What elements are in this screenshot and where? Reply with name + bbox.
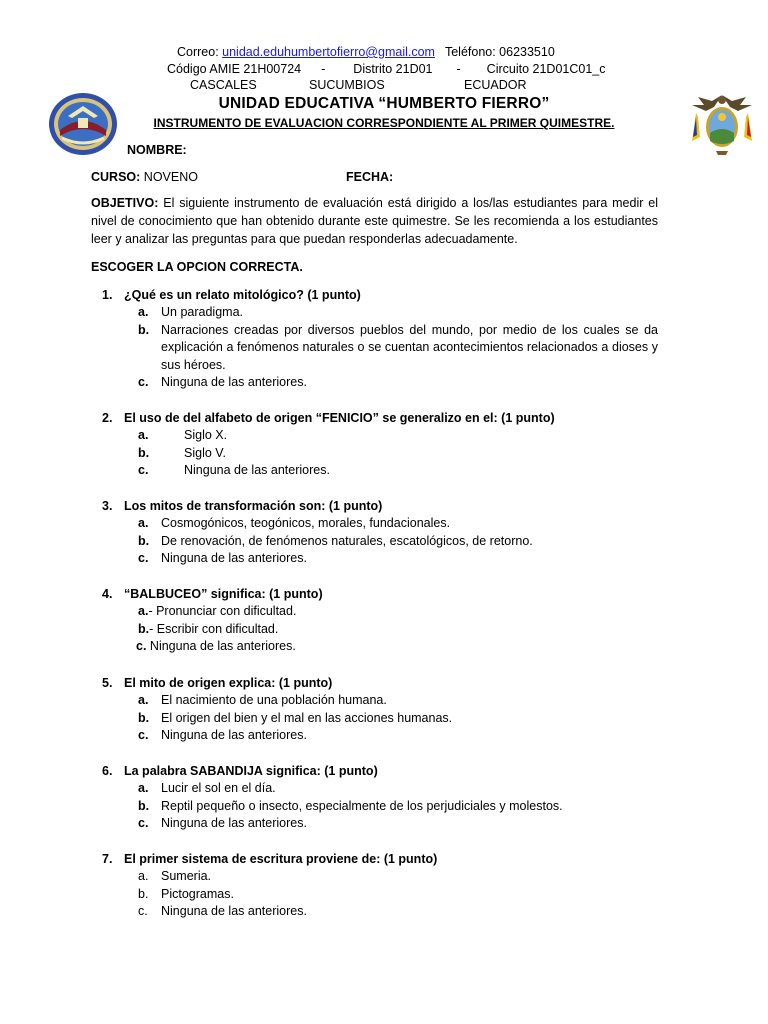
separator: - <box>321 62 326 76</box>
email-label: Correo: <box>177 45 223 59</box>
option-b: b. Siglo V. <box>138 445 226 460</box>
question-title: 6. La palabra SABANDIJA significa: (1 punto) <box>102 764 378 778</box>
option-c: c. Ninguna de las anteriores. <box>138 816 307 831</box>
fecha-label: FECHA: <box>346 170 394 184</box>
curso-field <box>91 170 198 184</box>
section-title: ESCOGER LA OPCION CORRECTA. <box>91 260 303 274</box>
question-6 <box>102 762 662 833</box>
option-a: a.- Pronunciar con dificultad. <box>138 604 297 618</box>
phone-text: Teléfono: 06233510 <box>444 45 555 59</box>
option-a: a. Un paradigma. <box>138 305 243 319</box>
question-1 <box>102 286 662 392</box>
option-b: b. Narraciones creadas por diversos pueblos del mundo, por medio de los cuales se da explicación a fenómenos naturales o se cuentan acontecimientos relacionados a dioses y sus héroes. <box>138 322 658 372</box>
instrument-title: INSTRUMENTO DE EVALUACION CORRESPONDIENTE AL PRIMER QUIMESTRE. <box>153 116 615 130</box>
objective-label: OBJETIVO: <box>91 196 159 210</box>
question-title: 2. El uso de del alfabeto de origen “FENICIO” se generalizo en el: (1 punto) <box>102 411 555 425</box>
option-b: b. Reptil pequeño o insecto, especialmente de los perjudiciales y molestos. <box>138 798 563 813</box>
objective-paragraph <box>91 194 658 248</box>
curso-label: CURSO: <box>91 170 141 184</box>
question-title: 4. “BALBUCEO” significa: (1 punto) <box>102 587 323 601</box>
question-4 <box>102 585 662 656</box>
option-b: b. Pictogramas. <box>138 886 234 901</box>
option-b: b. De renovación, de fenómenos naturales, escatológicos, de retorno. <box>138 533 533 548</box>
option-c: c. Ninguna de las anteriores. <box>138 728 307 743</box>
option-c: c. Ninguna de las anteriores. <box>138 375 307 390</box>
option-c: c. Ninguna de las anteriores. <box>138 463 330 478</box>
option-a: a. Cosmogónicos, teogónicos, morales, fundacionales. <box>138 516 451 530</box>
question-title: 1. ¿Qué es un relato mitológico? (1 punto) <box>102 288 361 302</box>
question-5 <box>102 674 662 745</box>
option-c: c. Ninguna de las anteriores. <box>138 551 307 566</box>
school-name: UNIDAD EDUCATIVA “HUMBERTO FIERRO” <box>218 95 550 112</box>
canton-text: CASCALES <box>190 78 257 92</box>
option-c: c. Ninguna de las anteriores. <box>136 639 296 654</box>
objective-text: El siguiente instrumento de evaluación está dirigido a los/las estudiantes para medir el nivel de conocimiento que han obtenido durante este quimestre. Se les recomienda a los estudiantes leer y analizar las preguntas para que puedan responderlas adecuadamente. <box>91 196 658 246</box>
curso-value: NOVENO <box>140 170 198 184</box>
question-3 <box>102 497 662 568</box>
question-title: 7. El primer sistema de escritura proviene de: (1 punto) <box>102 852 438 866</box>
nombre-label: NOMBRE: <box>127 143 187 157</box>
question-2 <box>102 409 662 480</box>
pais-text: ECUADOR <box>464 78 527 92</box>
question-title: 5. El mito de origen explica: (1 punto) <box>102 676 333 690</box>
provincia-text: SUCUMBIOS <box>309 78 385 92</box>
option-b: b.- Escribir con dificultad. <box>138 621 279 636</box>
option-c: c. Ninguna de las anteriores. <box>138 904 307 919</box>
option-a: a. Lucir el sol en el día. <box>138 781 276 795</box>
separator: - <box>456 62 461 76</box>
amie-code: Código AMIE 21H00724 <box>167 62 302 76</box>
option-a: a. El nacimiento de una población humana. <box>138 693 387 707</box>
option-a: a. Siglo X. <box>138 428 228 442</box>
distrito-code: Distrito 21D01 <box>353 62 433 76</box>
option-a: a. Sumeria. <box>138 869 212 883</box>
question-7 <box>102 850 662 921</box>
contact-line <box>177 45 555 59</box>
email-link[interactable]: unidad.eduhumbertofierro@gmail.com <box>222 45 435 59</box>
question-title: 3. Los mitos de transformación son: (1 punto) <box>102 499 383 513</box>
circuito-code: Circuito 21D01C01_c <box>486 62 606 76</box>
codes-line <box>167 62 605 76</box>
option-b: b. El origen del bien y el mal en las acciones humanas. <box>138 710 453 725</box>
